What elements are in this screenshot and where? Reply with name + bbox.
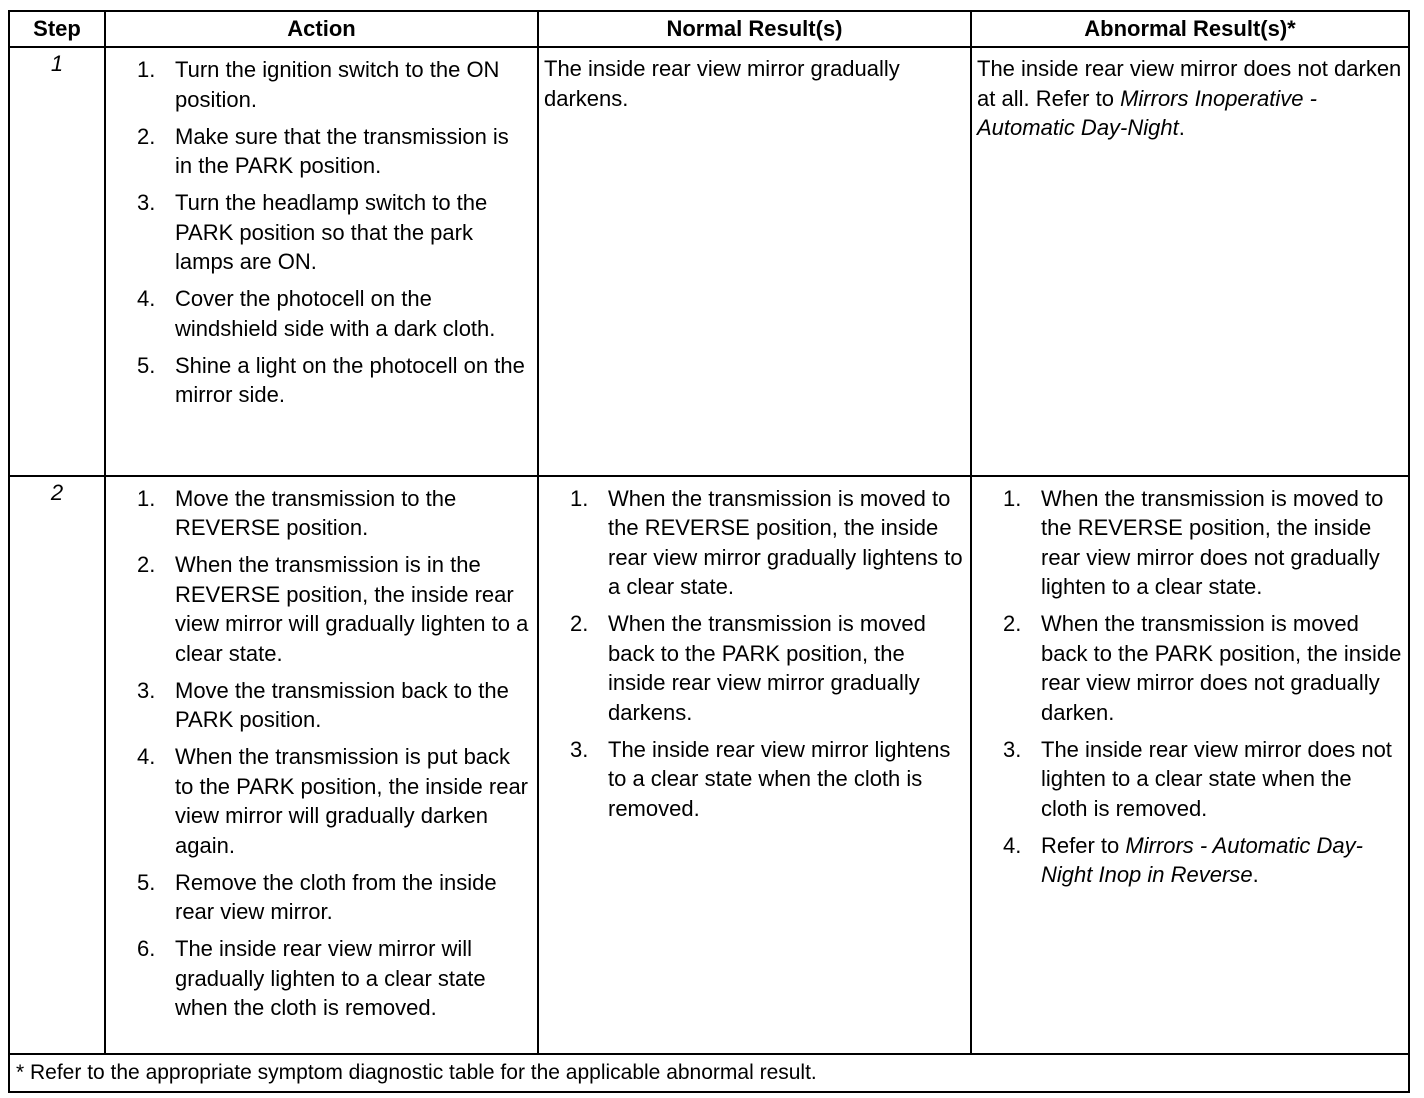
- item-text: The inside rear view mirror does not lighten to a clear state when the cloth is removed.: [1041, 736, 1392, 821]
- item-text: The inside rear view mirror lightens to a clear state when the cloth is removed.: [608, 736, 951, 821]
- footnote: * Refer to the appropriate symptom diagnostic table for the applicable abnormal result.: [9, 1054, 1409, 1092]
- reference-prefix: Refer to: [1041, 832, 1126, 858]
- list-item: [137, 868, 532, 927]
- list-item: [137, 55, 532, 114]
- item-text: When the transmission is moved back to the PARK position, the inside rear view mirror does not gradually darken.: [1041, 611, 1402, 725]
- item-text: When the transmission is moved to the REVERSE position, the inside rear view mirror does not gradually lighten to a clear state.: [1041, 485, 1384, 600]
- item-text: Move the transmission to the REVERSE position.: [175, 485, 457, 541]
- list-item: [570, 735, 965, 824]
- item-number: 4.: [137, 744, 156, 770]
- item-text: When the transmission is in the REVERSE position, the inside rear view mirror will gradually lighten to a clear state.: [175, 552, 529, 666]
- item-text: Move the transmission back to the PARK position.: [175, 677, 509, 733]
- list-item: [1003, 484, 1403, 602]
- step-number: 2: [9, 476, 105, 1054]
- header-action: Action: [105, 11, 538, 47]
- action-list: [107, 478, 536, 1023]
- abnormal-result-cell: [971, 47, 1409, 476]
- action-cell: [105, 47, 538, 476]
- item-number: 4.: [137, 286, 156, 311]
- item-text: Turn the ignition switch to the ON position.: [175, 57, 500, 112]
- header-step: Step: [9, 11, 105, 47]
- footnote-row: [9, 1054, 1409, 1092]
- list-item: [137, 676, 532, 735]
- item-text: Shine a light on the photocell on the mirror side.: [175, 352, 525, 407]
- item-text: The inside rear view mirror will gradually lighten to a clear state when the cloth is removed.: [175, 936, 486, 1021]
- item-text: Turn the headlamp switch to the PARK position so that the park lamps are ON.: [175, 190, 488, 274]
- item-number: 3.: [137, 677, 156, 703]
- item-number: 2.: [137, 123, 156, 149]
- item-number: 5.: [137, 869, 156, 895]
- abnormal-result-list: [973, 478, 1407, 890]
- item-number: 2.: [137, 552, 156, 578]
- item-number: 6.: [137, 936, 156, 962]
- item-number: 4.: [1003, 832, 1022, 858]
- list-item: [570, 484, 965, 602]
- header-row: [9, 11, 1409, 47]
- item-text: Cover the photocell on the windshield side with a dark cloth.: [175, 286, 496, 341]
- item-number: 5.: [137, 352, 156, 378]
- reference-link-text: Mirrors Inoperative - Automatic Day-Night: [977, 85, 1317, 140]
- item-number: 3.: [570, 736, 589, 762]
- item-number: 3.: [137, 190, 156, 215]
- header-normal-results: Normal Result(s): [538, 11, 971, 47]
- list-item: [137, 351, 532, 410]
- diagnostic-table: [8, 10, 1410, 1093]
- item-text: When the transmission is put back to the PARK position, the inside rear view mirror will gradually darken again.: [175, 744, 529, 858]
- list-item: [137, 934, 532, 1023]
- item-number: 2.: [1003, 611, 1022, 637]
- item-text: Remove the cloth from the inside rear view mirror.: [175, 869, 497, 925]
- period: .: [1178, 115, 1185, 140]
- item-text: When the transmission is moved to the REVERSE position, the inside rear view mirror gradually lightens to a clear state.: [608, 485, 963, 600]
- table-row: [9, 47, 1409, 476]
- list-item: [137, 550, 532, 668]
- item-number: 1.: [1003, 485, 1022, 511]
- item-text: Make sure that the transmission is in the PARK position.: [175, 123, 509, 178]
- header-abnormal-results: Abnormal Result(s)*: [971, 11, 1409, 47]
- item-text: [1041, 831, 1403, 890]
- action-cell: [105, 476, 538, 1054]
- normal-result-cell: [538, 476, 971, 1054]
- period: .: [1252, 862, 1259, 888]
- list-item: [137, 284, 532, 343]
- normal-result-list: [540, 478, 969, 824]
- table-row: [9, 476, 1409, 1054]
- item-text: When the transmission is moved back to the PARK position, the inside rear view mirror gradually darkens.: [608, 611, 926, 725]
- list-item: [137, 484, 532, 543]
- abnormal-result-cell: [971, 476, 1409, 1054]
- step-number: 1: [9, 47, 105, 476]
- normal-result-cell: The inside rear view mirror gradually darkens.: [538, 47, 971, 476]
- item-number: 2.: [570, 611, 589, 637]
- list-item: [1003, 609, 1403, 727]
- list-item: [137, 742, 532, 860]
- item-number: 3.: [1003, 736, 1022, 762]
- reference-link-text: Mirrors - Automatic Day-Night Inop in Reverse: [1041, 832, 1363, 888]
- item-number: 1.: [137, 485, 156, 511]
- item-number: 1.: [570, 485, 589, 511]
- list-item: [1003, 735, 1403, 824]
- list-item: [137, 122, 532, 181]
- list-item: [137, 188, 532, 277]
- action-list: [107, 49, 536, 410]
- list-item: [1003, 831, 1403, 890]
- list-item: [570, 609, 965, 727]
- item-number: 1.: [137, 57, 156, 82]
- abnormal-text: The inside rear view mirror does not darken at all. Refer to: [977, 56, 1402, 111]
